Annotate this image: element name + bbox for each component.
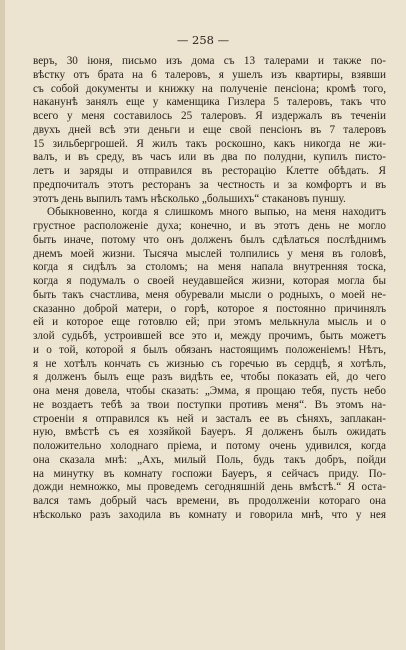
text-line: на минутку въ комнату госпожи Бауеръ, я сейчасъ приду. По- [33,467,386,480]
text-line: ную, вмѣстѣ съ ея хозяйкой Бауеръ. Я долженъ былъ ожидать [33,426,386,439]
text-line: грустное расположеніе духа; конечно, и въ этотъ день не могло [33,220,386,232]
text-line: наканунѣ занялъ еще у каменщика Гизлера 5 талеровъ, такъ что [33,96,386,109]
text-line: съ собой документы и книжку на полученіе пенсіона; кромѣ того, [33,82,386,95]
text-line: вѣстку отъ брата на 6 талеровъ, я ушелъ изъ квартиры, взявши [33,68,386,81]
text-line: предпочиталъ этотъ ресторанъ за честность и за комфортъ и въ [33,178,386,191]
text-line: нѣсколько разъ заходила въ комнату и говорила мнѣ, что у нея [33,508,386,521]
page-number: — 258 — [176,33,230,47]
text-line: когда я подумалъ о своей неудавшейся жизни, которая могла бы [33,275,386,287]
text-line: когда я сидѣлъ за столомъ; на меня напала внутренняя тоска, [33,261,386,274]
body-text [33,55,386,523]
text-line: и о той, которой я былъ обязанъ настоящимъ положеніемъ! Нѣтъ, [33,343,386,356]
text-line: двухъ дней всѣ эти деньги и еще свой пенсіонъ въ 7 талеровъ [33,123,386,136]
text-line: всего у меня составилось 25 талеровъ. Я издержалъ въ теченіи [33,110,386,122]
text-line: я не хотѣлъ кончать съ жизнью съ горечью въ сердцѣ, я хотѣлъ, [33,357,386,370]
text-line: 15 зильбергрошей. Я жилъ такъ роскошно, какъ никогда не жи- [33,137,386,150]
text-line: ей и которое еще готовлю ей; при этомъ мелькнула мысль и о [33,316,386,329]
text-line: летъ и заряды и отправился въ ресторацію Клетте обѣдать. Я [33,165,386,177]
text-line: не воздаетъ тебѣ за твои поступки противъ меня“. Въ этомъ на- [33,398,386,411]
page-gutter-shadow [0,0,5,650]
text-line: положительно холоднаго пріема, и потому очень удивился, когда [33,440,386,452]
text-line: вался тамъ добрый часъ времени, въ продолженіи котораго она [33,495,386,507]
text-line: дожди немножко, мы проведемъ сегодняшній день вмѣстѣ.“ Я оста- [33,481,386,494]
text-line: злой судьбѣ, устроившей все это и, между прочимъ, быть можетъ [33,330,386,342]
text-line: быть иначе, потому что онъ долженъ былъ сдѣлаться послѣднимъ [33,233,386,246]
text-line: Обыкновенно, когда я слишкомъ много выпью, на меня находитъ [47,206,386,219]
text-line: валъ, и въ среду, въ часъ или въ два по полудни, купилъ писто- [33,151,386,164]
text-line: днемъ моей жизни. Тысяча мыслей толпились у меня въ головѣ, [33,247,386,260]
text-line: веръ, 30 іюня, письмо изъ дома съ 13 талерами и также по- [33,55,386,67]
text-line: она меня довела, чтобы сказать: „Эмма, я прощаю тебя, пусть небо [33,385,386,397]
text-line: она сказала мнѣ: „Ахъ, милый Поль, будь такъ добръ, пойди [33,453,386,466]
text-line: этотъ день выпилъ тамъ нѣсколько „большихъ“ стакановъ пуншу. [33,192,346,205]
text-line: быть такъ счастлива, меня обуревали мысли о родныхъ, о моей не- [33,288,386,301]
text-line: я долженъ былъ еще разъ видѣть ее, чтобы показать ей, до чего [33,371,386,384]
text-line: сказанно доброй матери, о горѣ, которое я постоянно причинялъ [33,302,386,315]
text-line: строеніи я отправился къ ней и засталъ ее въ сѣняхъ, заплакан- [33,412,386,425]
